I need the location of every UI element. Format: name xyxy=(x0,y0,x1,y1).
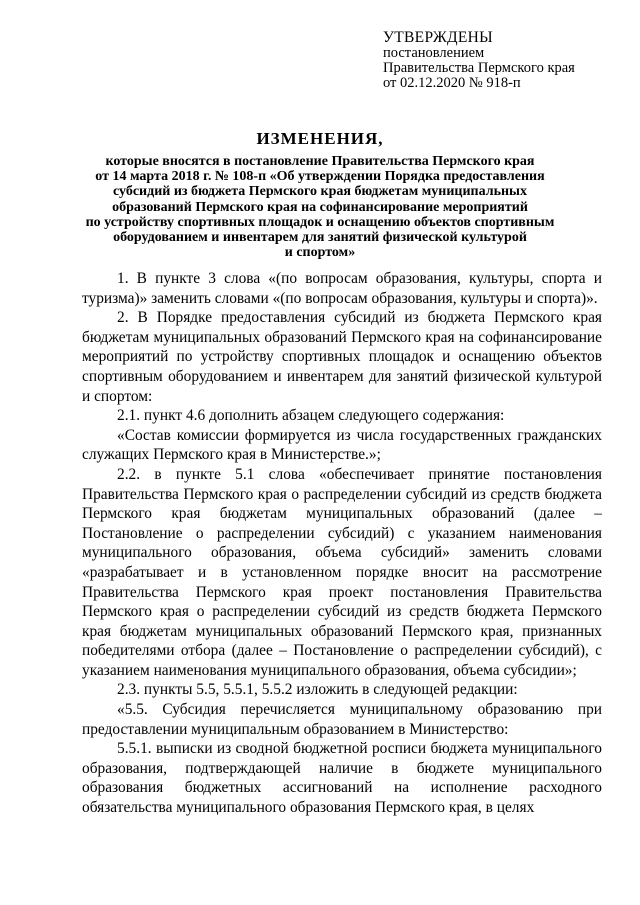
document-title: ИЗМЕНЕНИЯ, xyxy=(256,129,384,148)
paragraph-2-3: 2.3. пункты 5.5, 5.5.1, 5.5.2 изложить в следующей редакции: xyxy=(117,681,518,699)
heading-line: образований Пермского края на софинансирование мероприятий xyxy=(112,199,528,215)
paragraph-5-5: «5.5. Субсидия перечисляется муниципальному образованию при предоставлении муниципальным образованием в Министерство: xyxy=(82,701,602,738)
paragraph-5-5-1: 5.5.1. выписки из сводной бюджетной росписи бюджета муниципального образования, подтверждающей наличие в бюджете муниципального образования бюджетных ассигнований на исполнение расходного обязательства муниципального образования Пермского края, в целях xyxy=(82,740,602,817)
heading-line: по устройству спортивных площадок и оснащению объектов спортивным xyxy=(85,214,555,230)
document-body xyxy=(82,269,602,818)
approval-stamp xyxy=(383,30,623,91)
approval-title: УТВЕРЖДЕНЫ xyxy=(383,29,493,46)
heading-line: оборудованием и инвентарем для занятий физической культурой xyxy=(113,230,527,246)
approval-line: от 02.12.2020 № 918-п xyxy=(383,75,521,91)
paragraph-2: 2. В Порядке предоставления субсидий из бюджета Пермского края бюджетам муниципальных образований Пермского края на софинансирование мероприятий по устройству спортивных площадок и оснащению объектов спортивным оборудованием и инвентарем для занятий физической культурой и спортом: xyxy=(82,309,602,405)
paragraph-2-1: 2.1. пункт 4.6 дополнить абзацем следующего содержания: xyxy=(117,407,505,425)
heading-line: от 14 марта 2018 г. № 108-п «Об утверждении Порядка предоставления xyxy=(95,169,545,185)
heading-line: и спортом» xyxy=(284,245,356,261)
heading-line: субсидий из бюджета Пермского края бюджетам муниципальных xyxy=(113,184,527,200)
heading-line: которые вносятся в постановление Правительства Пермского края xyxy=(105,154,535,169)
paragraph-2-2: 2.2. в пункте 5.1 слова «обеспечивает принятие постановления Правительства Пермского края о распределении субсидий из средств бюджета Пермского края бюджетам муниципальных образований (далее – Постановление о распределении субсидий) с указанием наименования муниципального образования, объема субсидий» заменить словами «разрабатывает и в установленном порядке вносит на рассмотрение Правительства Пермского края проект постановления Правительства Пермского края о распределении субсидий из средств бюджета Пермского края бюджетам муниципальных образований Пермского края, признанных победителями отбора (далее – Постановление о распределении субсидий), с указанием наименования муниципального образования, объема субсидии»; xyxy=(82,465,602,679)
paragraph-1: 1. В пункте 3 слова «(по вопросам образования, культуры, спорта и туризма)» заменить словами «(по вопросам образования, культуры и спорта)». xyxy=(82,270,602,307)
approval-line: Правительства Пермского края xyxy=(383,60,575,76)
document-heading xyxy=(60,130,580,260)
approval-line: постановлением xyxy=(383,45,485,61)
paragraph-quote-commission: «Состав комиссии формируется из числа государственных гражданских служащих Пермского края в Министерстве.»; xyxy=(82,426,602,464)
